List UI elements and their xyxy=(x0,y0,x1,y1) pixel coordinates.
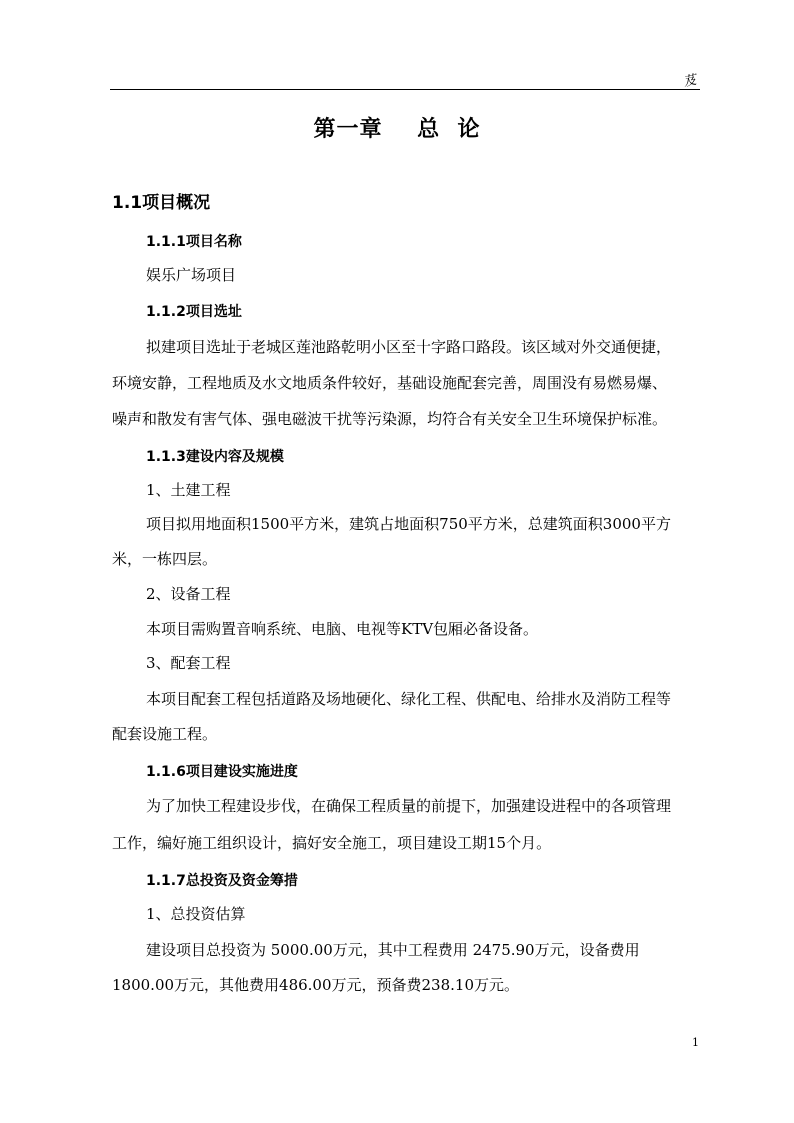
paragraph-line: 环境安静，工程地质及水文地质条件较好，基础设施配套完善，周围没有易燃易爆、 xyxy=(112,374,668,392)
paragraph-line: 配套设施工程。 xyxy=(112,725,218,743)
paragraph-line: 拟建项目选址于老城区莲池路乾明小区至十字路口路段。该区域对外交通便捷， xyxy=(146,338,672,356)
heading-1-1-7: 1.1.7总投资及资金筹措 xyxy=(146,873,298,889)
paragraph-line: 1800.00万元，其他费用486.00万元，预备费238.10万元。 xyxy=(112,976,520,994)
heading-1-1-3: 1.1.3建设内容及规模 xyxy=(146,449,284,465)
chapter-title: 第一章 总 论 xyxy=(313,116,481,142)
list-item: 1、土建工程 xyxy=(146,481,231,499)
paragraph-line: 为了加快工程建设步伐，在确保工程质量的前提下，加强建设进程中的各项管理 xyxy=(146,797,672,815)
list-item: 3、配套工程 xyxy=(146,654,231,672)
paragraph-line: 建设项目总投资为 5000.00万元，其中工程费用 2475.90万元，设备费用 xyxy=(146,941,640,959)
paragraph-line: 工作，编好施工组织设计，搞好安全施工，项目建设工期15个月。 xyxy=(112,834,552,852)
page-number: 1 xyxy=(692,1036,699,1049)
paragraph-line: 本项目需购置音响系统、电脑、电视等KTV包厢必备设备。 xyxy=(146,620,539,638)
paragraph-line: 项目拟用地面积1500平方米，建筑占地面积750平方米，总建筑面积3000平方 xyxy=(146,515,671,533)
heading-1-1-6: 1.1.6项目建设实施进度 xyxy=(146,764,298,780)
list-item: 2、设备工程 xyxy=(146,585,231,603)
paragraph-line: 娱乐广场项目 xyxy=(146,266,237,284)
header-mark: 芨 xyxy=(681,72,698,91)
paragraph-line: 本项目配套工程包括道路及场地硬化、绿化工程、供配电、给排水及消防工程等 xyxy=(146,690,672,708)
heading-1-1-2: 1.1.2项目选址 xyxy=(146,304,242,320)
paragraph-line: 噪声和散发有害气体、强电磁波干扰等污染源，均符合有关安全卫生环境保护标准。 xyxy=(112,410,668,428)
section-title: 1.1项目概况 xyxy=(112,193,211,213)
paragraph-line: 米，一栋四层。 xyxy=(112,550,218,568)
heading-1-1-1: 1.1.1项目名称 xyxy=(146,234,242,250)
list-item: 1、总投资估算 xyxy=(146,905,246,923)
header-rule xyxy=(110,89,700,90)
